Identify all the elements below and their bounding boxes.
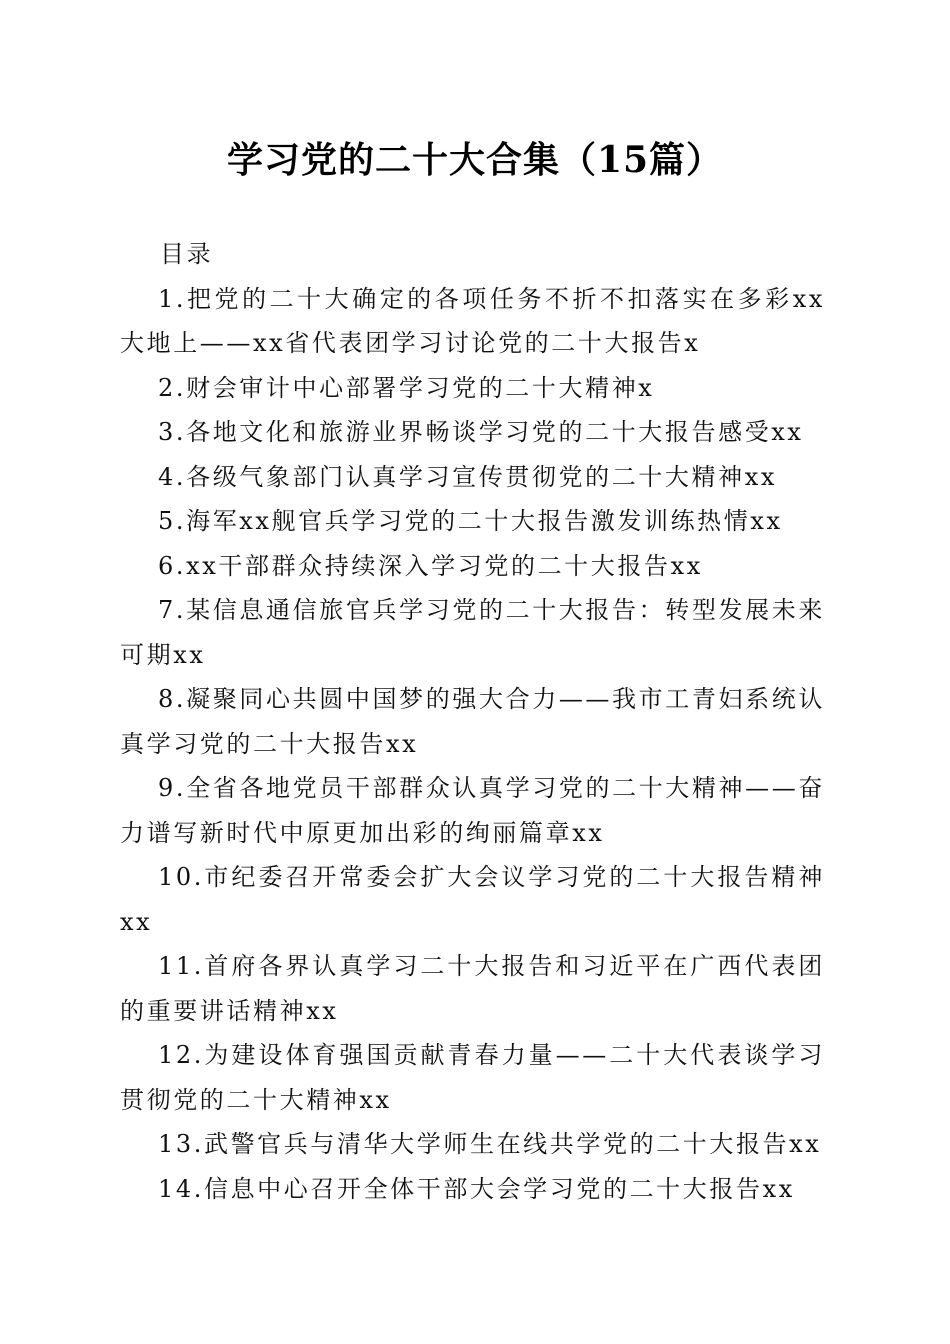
toc-item: 14.信息中心召开全体干部大会学习党的二十大报告xx	[158, 1174, 795, 1203]
table-of-contents	[120, 232, 825, 1211]
toc-item: 2.财会审计中心部署学习党的二十大精神x	[158, 373, 655, 402]
toc-item: 13.武警官兵与清华大学师生在线共学党的二十大报告xx	[158, 1130, 822, 1158]
toc-item: 1.把党的二十大确定的各项任务不折不扣落实在多彩xx大地上——xx省代表团学习讨论党的二十大报告x	[120, 284, 825, 357]
toc-item: 6.xx干部群众持续深入学习党的二十大报告xx	[158, 551, 703, 580]
toc-item: 3.各地文化和旅游业界畅谈学习党的二十大报告感受xx	[158, 418, 804, 446]
toc-item: 10.市纪委召开常委会扩大会议学习党的二十大报告精神xx	[120, 863, 825, 936]
toc-item: 5.海军xx舰官兵学习党的二十大报告激发训练热情xx	[158, 507, 783, 535]
toc-item: 7.某信息通信旅官兵学习党的二十大报告：转型发展未来可期xx	[120, 596, 825, 669]
toc-item: 9.全省各地党员干部群众认真学习党的二十大精神——奋力谱写新时代中原更加出彩的绚丽篇章xx	[120, 774, 825, 847]
toc-item: 4.各级气象部门认真学习宣传贯彻党的二十大精神xx	[158, 462, 777, 491]
toc-item: 11.首府各界认真学习二十大报告和习近平在广西代表团的重要讲话精神xx	[120, 952, 825, 1025]
document-title: 学习党的二十大合集（15篇）	[226, 139, 724, 181]
toc-heading: 目录	[160, 240, 214, 268]
toc-item: 8.凝聚同心共圆中国梦的强大合力——我市工青妇系统认真学习党的二十大报告xx	[120, 685, 825, 758]
toc-item: 12.为建设体育强国贡献青春力量——二十大代表谈学习贯彻党的二十大精神xx	[120, 1041, 825, 1114]
